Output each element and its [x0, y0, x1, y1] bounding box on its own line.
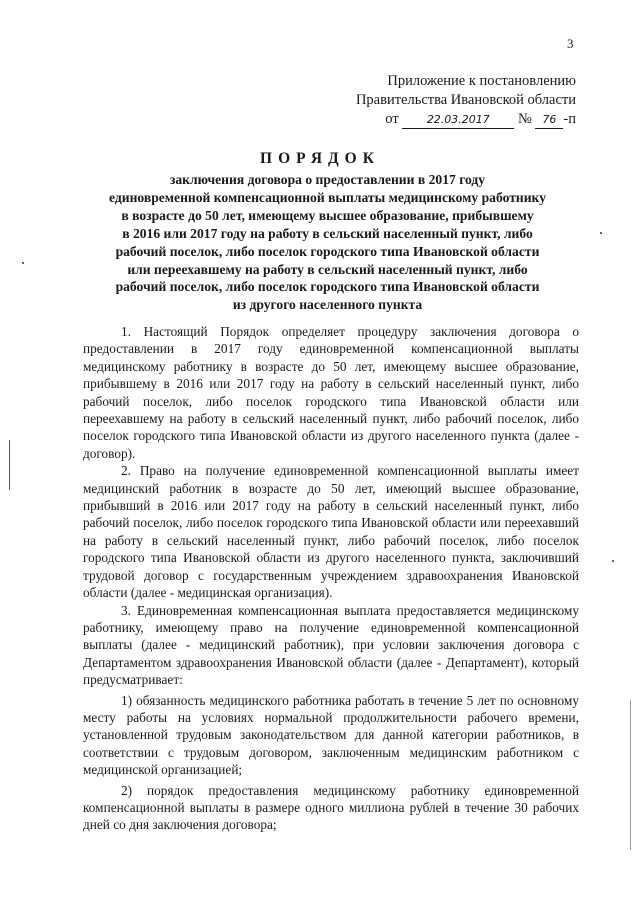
page-number: 3	[567, 36, 574, 51]
paragraph-3: 3. Единовременная компенсационная выплата предоставляется медицинскому работнику, имеющему право на получение единовременной компенсационной выплаты (далее - медицинский работник), при условии заключения договора с Департаментом здравоохранения Ивановской области (далее - Департамент), который предусматривает:	[83, 602, 579, 688]
paragraph-3-item-1: 1) обязанность медицинского работника работать в течение 5 лет по основному месту работы на условиях нормальной продолжительности рабочего времени, установленной трудовым законодательством для данной категории работников, в соответствии с трудовым договором, заключенным медицинским работником с медицинской организацией;	[83, 692, 579, 778]
appendix-header	[320, 72, 576, 129]
handwritten-number: 76	[535, 112, 563, 129]
document-subtitle	[70, 171, 585, 314]
number-label: №	[517, 111, 532, 127]
subtitle-line: из другого населенного пункта	[232, 297, 423, 313]
subtitle-line: в 2016 или 2017 году на работу в сельский населенный пункт, либо	[122, 225, 533, 241]
appendix-date-line	[320, 110, 576, 129]
document-body	[83, 323, 579, 834]
appendix-line-1: Приложение к постановлению	[387, 73, 576, 89]
paragraph-3-item-2: 2) порядок предоставления медицинскому работнику единовременной компенсационной выплаты в размере одного миллиона рублей в течение 30 рабочих дней со дня заключения договора;	[83, 782, 579, 833]
paragraph-1: 1. Настоящий Порядок определяет процедуру заключения договора о предоставлении в 2017 году единовременной компенсационной выплаты медицинскому работнику в возрасте до 50 лет, имеющему высшее образование, прибывшему в 2016 или 2017 году на работу в сельский населенный пункт, либо рабочий поселок, либо поселок городского типа Ивановской области или переехавшему на работу в сельский населенный пункт, либо рабочий поселок, либо поселок городского типа Ивановской области из другого населенного пункта (далее - договор).	[83, 324, 579, 461]
appendix-line-2: Правительства Ивановской области	[355, 92, 576, 108]
subtitle-line: в возрасте до 50 лет, имеющему высшее образование, прибывшему	[121, 207, 534, 223]
scan-speck	[600, 232, 602, 234]
subtitle-line: рабочий поселок, либо поселок городского типа Ивановской области	[115, 279, 540, 295]
subtitle-line: рабочий поселок, либо поселок городского типа Ивановской области	[115, 243, 540, 259]
subtitle-line: заключения договора о предоставлении в 2017 году	[169, 172, 486, 187]
scan-speck	[22, 262, 24, 264]
handwritten-date: 22.03.2017	[402, 112, 514, 129]
subtitle-line: или переехавшему на работу в сельский населенный пункт, либо	[127, 261, 528, 277]
paragraph-2: 2. Право на получение единовременной компенсационной выплаты имеет медицинский работник в возрасте до 50 лет, имеющий высшее образование, прибывший в 2016 или 2017 году на работу в сельский населенный пункт, либо рабочий поселок, либо поселок городского типа Ивановской области или переехавший на работу в сельский населенный пункт, либо рабочий поселок, либо поселок городского типа Ивановской области из другого населенного пункта, заключивший трудовой договор с государственным учреждением здравоохранения Ивановской области (далее - медицинская организация).	[83, 463, 579, 601]
scan-margin-mark	[9, 440, 10, 490]
scan-edge-mark	[630, 700, 631, 850]
document-title: ПОРЯДОК	[260, 150, 380, 167]
subtitle-line: единовременной компенсационной выплаты медицинскому работнику	[109, 189, 546, 205]
scan-speck	[612, 560, 614, 562]
number-suffix: -п	[563, 111, 576, 127]
from-label: от	[385, 111, 399, 127]
